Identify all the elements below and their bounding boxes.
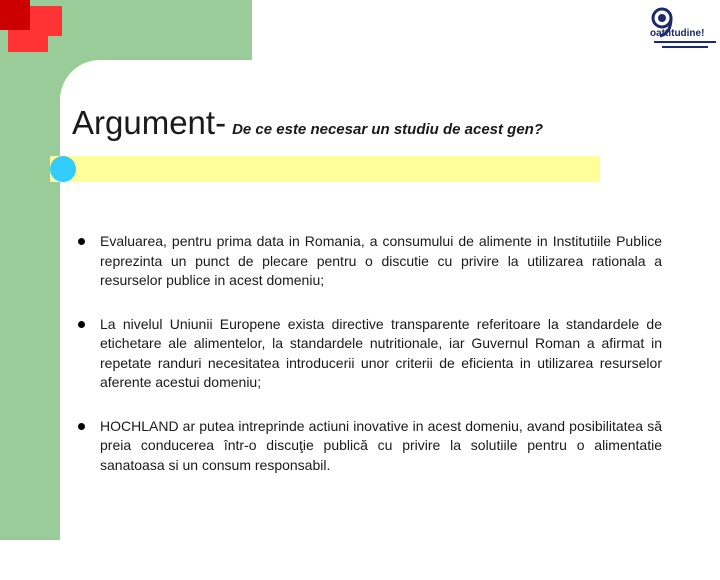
bullet-item — [78, 417, 662, 476]
bullet-item — [78, 315, 662, 393]
title-main: Argument- — [72, 104, 227, 141]
bullet-dot-icon — [78, 423, 85, 430]
slide-title — [72, 104, 543, 142]
logo — [646, 4, 718, 54]
decor-square-red-lower — [8, 30, 48, 52]
logo-tagline — [654, 41, 716, 43]
bullet-text: La nivelul Uniunii Europene exista directive transparente referitoare la standardele de etichetare ale alimentelor, la standardele nutritionale, iar Guvernul Roman a afirmat in repetate randuri necesitatea introducerii unor criterii de eficienta in utilizarea resurselor aferente acestui domeniu; — [100, 315, 662, 390]
bullet-dot-icon — [78, 321, 85, 328]
title-bar-cap — [50, 156, 76, 182]
title-underline-bar — [50, 156, 600, 182]
title-subtitle: De ce este necesar un studiu de acest gen? — [232, 121, 544, 138]
bullet-item — [78, 232, 662, 291]
bullet-text: Evaluarea, pentru prima data in Romania, a consumului de alimente in Institutiile Publice reprezinta un punct de plecare pentru o discutie cu privire la utilizarea rationala a resurselor publice in acest domeniu; — [100, 233, 662, 288]
bullet-dot-icon — [78, 238, 85, 245]
logo-tagline-2 — [662, 46, 708, 48]
decor-square-dark-red — [0, 0, 30, 30]
bullet-list — [78, 232, 662, 475]
bullet-text: HOCHLAND ar putea intreprinde actiuni inovative in acest domeniu, avand posibilitatea să preia conducerea într-o discuţie publică cu privire la solutiile pentru o alimentatie sanatoasa si un consum responsabil. — [100, 417, 662, 473]
logo-text: oattitudine! — [650, 28, 705, 39]
